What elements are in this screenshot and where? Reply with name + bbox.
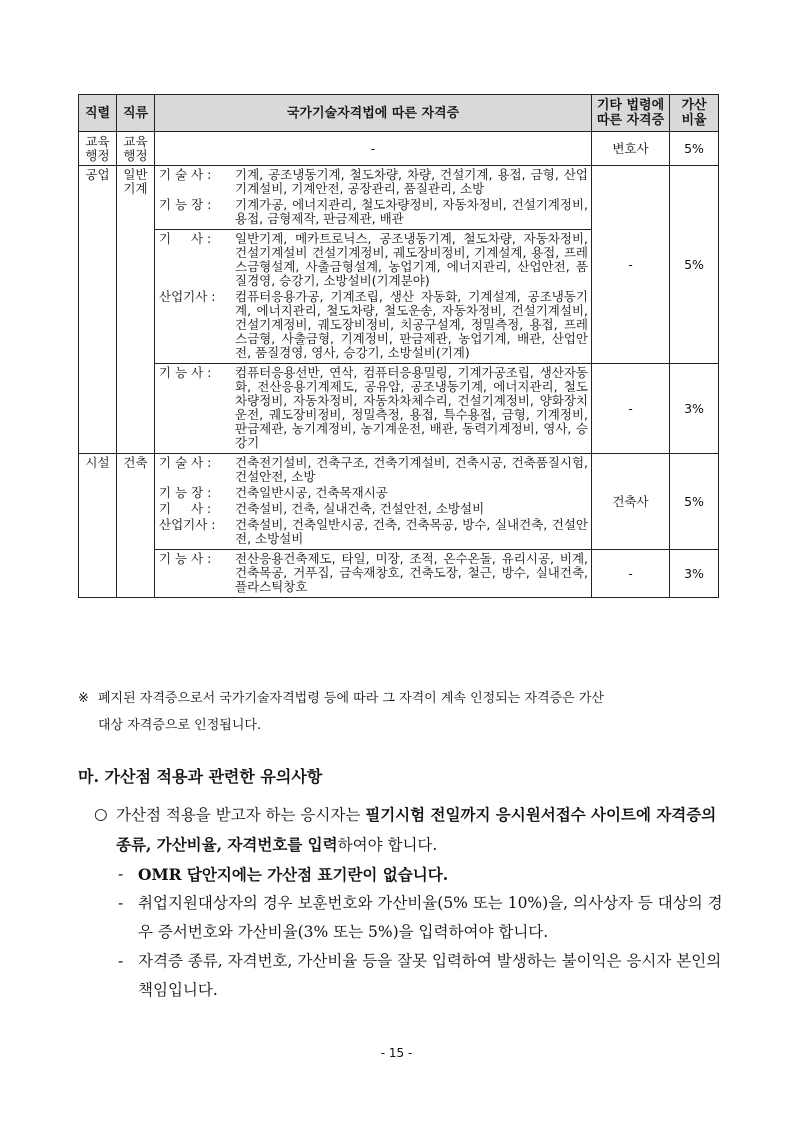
industry-rate-3: 3% xyxy=(670,364,719,454)
dash-mark-2: - xyxy=(118,894,124,912)
qual-line xyxy=(159,198,588,226)
bullet-text-c: 하여야 합니다. xyxy=(337,836,438,854)
section-body xyxy=(94,800,724,1005)
page-number: - 15 - xyxy=(380,1046,413,1060)
qual-line xyxy=(159,456,588,484)
qual-list-text: 컴퓨터응용선반, 연삭, 컴퓨터응용밀링, 기계가공조립, 생산자동화, 전산응용기계제도, 공유압, 공조냉동기계, 에너지관리, 철도차량정비, 자동차정비, 자동차차체수리, 건설기계정비, 양화장치운전, 궤도장비정비, 정밀측정, 용접, 특수용접, 금형, 기계정비, 판금제관, 농기계정비, 농기계운전, 배관, 동력기계정비, 영사, 승강기 xyxy=(235,365,588,450)
facility-other-2: - xyxy=(592,550,670,598)
facility-rate-2: 3% xyxy=(670,550,719,598)
dash-mark-3: - xyxy=(118,952,124,970)
edu-position-l1: 교육 xyxy=(85,133,110,149)
header-position: 직렬 xyxy=(79,95,117,132)
bullet-text-a: 가산점 적용을 받고자 하는 응시자는 xyxy=(116,806,366,824)
qual-line xyxy=(159,168,588,196)
note-mark: ※ xyxy=(78,691,89,706)
table-row-edu xyxy=(79,132,719,166)
facility-quals-2 xyxy=(155,550,592,598)
qual-list-text: 건축설비, 건축, 실내건축, 건설안전, 소방설비 xyxy=(235,501,485,516)
qual-line xyxy=(159,486,588,500)
dash-item-2 xyxy=(94,889,724,947)
dash-text-2: 취업지원대상자의 경우 보훈번호와 가산비율(5% 또는 10%)을, 의사상자 등 대상의 경우 증서번호와 가산비율(3% 또는 5%)을 입력하여야 합니다. xyxy=(138,894,723,941)
edu-other: 변호사 xyxy=(592,132,670,166)
industry-rate-1: 5% xyxy=(670,166,719,364)
industry-other-1: - xyxy=(592,166,670,364)
table-header-row xyxy=(79,95,719,132)
bullet-text-bold: 필기시험 전일까지 응시원서접수 사이트에 자격증의 종류, 가산비율, 자격번호를 입력 xyxy=(116,805,717,854)
table-row-industry-3 xyxy=(79,364,719,454)
bullet-text xyxy=(116,800,724,860)
qual-grade-label: 기 사 : xyxy=(159,501,212,516)
qual-grade-label: 기 술 사 : xyxy=(159,167,212,182)
dash-text-1: OMR 답안지에는 가산점 표기란이 없습니다. xyxy=(138,865,449,884)
qual-grade-label: 기 능 장 : xyxy=(159,485,212,500)
bullet-mark: ○ xyxy=(94,805,108,823)
dash-mark-1: - xyxy=(118,865,124,883)
edu-position xyxy=(79,132,117,166)
table-row-facility-2 xyxy=(79,550,719,598)
header-rate-line2: 비율 xyxy=(681,113,707,128)
header-other-line2: 따른 자격증 xyxy=(596,113,665,128)
industry-quals-1 xyxy=(155,166,592,230)
bullet-paragraph xyxy=(94,800,724,860)
header-other xyxy=(592,95,670,132)
industry-series xyxy=(117,166,155,454)
dash-item-1 xyxy=(94,860,724,889)
qual-grade-label: 산업기사 : xyxy=(159,289,216,304)
facility-other-1: 건축사 xyxy=(592,454,670,550)
table-row-facility-1 xyxy=(79,454,719,550)
qual-grade-label: 산업기사 : xyxy=(159,517,216,532)
qual-line xyxy=(159,366,588,450)
industry-series-l2: 기계 xyxy=(123,181,148,196)
qual-grade-label: 기 능 사 : xyxy=(159,365,212,380)
qual-list-text: 전산응용건축제도, 타일, 미장, 조적, 온수온돌, 유리시공, 비계, 건축목공, 거푸집, 금속재창호, 건축도장, 철근, 방수, 실내건축, 플라스틱창호 xyxy=(235,551,588,594)
qual-list-text: 건축전기설비, 건축구조, 건축기계설비, 건축시공, 건축품질시험, 건설안전, 소방 xyxy=(235,455,588,484)
industry-quals-3 xyxy=(155,364,592,454)
edu-series xyxy=(117,132,155,166)
table-row-industry-1 xyxy=(79,166,719,230)
facility-series: 건축 xyxy=(117,454,155,598)
qual-list-text: 기계, 공조냉동기계, 철도차량, 차량, 건설기계, 용접, 금형, 산업기계설비, 기계안전, 공장관리, 품질관리, 소방 xyxy=(235,167,588,196)
header-series: 직류 xyxy=(117,95,155,132)
industry-position: 공업 xyxy=(79,166,117,454)
certificate-table xyxy=(78,94,719,598)
edu-series-l1: 교육 xyxy=(123,133,148,149)
footnote xyxy=(78,685,728,739)
qual-line xyxy=(159,290,588,360)
dash-text-3: 자격증 종류, 자격번호, 가산비율 등을 잘못 입력하여 발생하는 불이익은 응시자 본인의 책임입니다. xyxy=(138,952,722,999)
facility-position: 시설 xyxy=(79,454,117,598)
qual-grade-label: 기 술 사 : xyxy=(159,455,212,470)
qual-list-text: 일반기계, 메카트로닉스, 공조냉동기계, 철도차량, 자동차정비, 건설기계설비 건설기계정비, 궤도장비정비, 기계설계, 용접, 프레스금형설계, 사출금형설계, 농업기계, 에너지관리, 산업안전, 품질경영, 승강기, 소방설비(기계분야) xyxy=(235,231,588,288)
edu-cert: - xyxy=(155,132,592,166)
industry-other-3: - xyxy=(592,364,670,454)
qual-grade-label: 기 능 사 : xyxy=(159,551,212,566)
note-line1: 폐지된 자격증으로서 국가기술자격법령 등에 따라 그 자격이 계속 인정되는 자격증은 가산 xyxy=(98,691,604,706)
qual-list-text: 기계가공, 에너지관리, 철도차량정비, 자동차정비, 건설기계정비, 용접, 금형제작, 판금제관, 배관 xyxy=(235,197,588,226)
qual-line xyxy=(159,518,588,546)
industry-series-l1: 일반 xyxy=(123,167,148,182)
header-rate xyxy=(670,95,719,132)
facility-quals-1 xyxy=(155,454,592,550)
qual-list-text: 건축설비, 건축일반시공, 건축, 건축목공, 방수, 실내건축, 건설안전, 소방설비 xyxy=(235,517,588,546)
edu-rate: 5% xyxy=(670,132,719,166)
edu-series-l2: 행정 xyxy=(123,147,148,163)
facility-rate-1: 5% xyxy=(670,454,719,550)
edu-position-l2: 행정 xyxy=(85,147,110,163)
qual-line xyxy=(159,552,588,594)
qual-list-text: 건축일반시공, 건축목재시공 xyxy=(235,485,388,500)
header-rate-line1: 가산 xyxy=(681,98,707,113)
qual-line xyxy=(159,232,588,288)
header-cert: 국가기술자격법에 따른 자격증 xyxy=(155,95,592,132)
note-line2: 대상 자격증으로 인정됩니다. xyxy=(98,718,262,733)
qual-list-text: 컴퓨터응용가공, 기계조립, 생산 자동화, 기계설계, 공조냉동기계, 에너지관리, 철도차량, 철도운송, 자동차정비, 건설기계설비, 건설기계정비, 궤도장비정비, 치공구설계, 정밀측정, 용접, 프레스금형, 사출금형, 기계정비, 판금제관, 농업기계, 배관, 산업안전, 품질경영, 영사, 승강기, 소방설비(기계) xyxy=(235,289,588,360)
dash-item-3 xyxy=(94,947,724,1005)
section-title: 마. 가산점 적용과 관련한 유의사항 xyxy=(78,767,323,786)
qual-grade-label: 기 사 : xyxy=(159,231,212,246)
industry-quals-2 xyxy=(155,230,592,364)
qual-line xyxy=(159,502,588,516)
header-other-line1: 기타 법령에 xyxy=(596,98,665,113)
qual-grade-label: 기 능 장 : xyxy=(159,197,212,212)
